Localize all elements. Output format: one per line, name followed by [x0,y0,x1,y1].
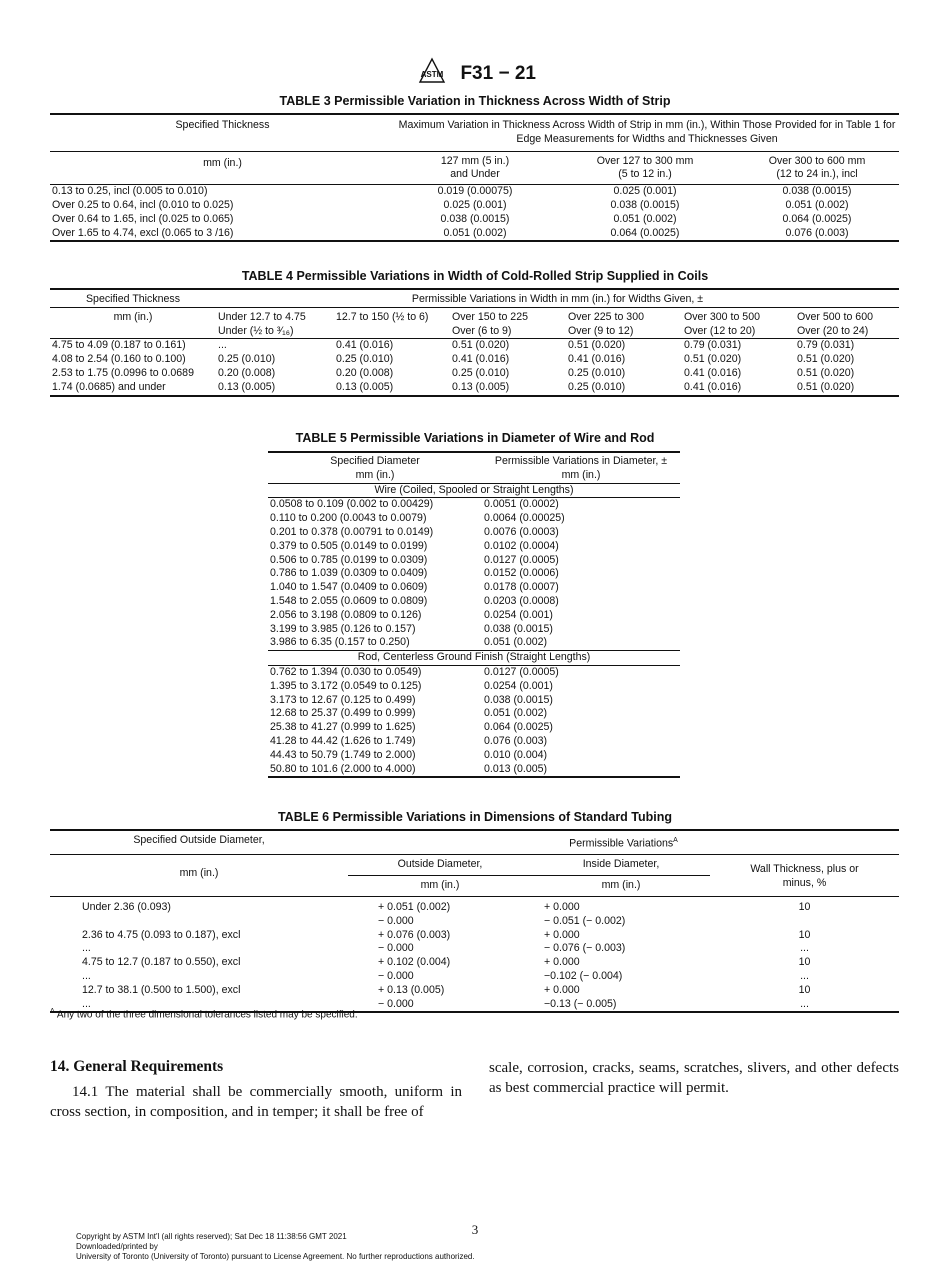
table3-col-header: 127 mm (5 in.) and Under [440,154,510,181]
table3-header-unit: mm (in.) [203,156,242,169]
table6-cell: − 0.076 (− 0.003) [544,942,626,955]
section-heading: 14. General Requirements [50,1058,224,1075]
table5-cell: 0.076 (0.003) [484,734,548,747]
table-row [268,498,680,512]
table5-cell: 0.0254 (0.001) [484,608,553,621]
table4-caption: TABLE 4 Permissible Variations in Width of Cold-Rolled Strip Supplied in Coils [241,269,709,283]
table5-cell: 0.0178 (0.0007) [484,581,559,594]
table5-cell: 25.38 to 41.27 (0.999 to 1.625) [270,721,416,734]
document-code: F31 − 21 [460,62,536,84]
table-row [268,721,680,735]
section-para-right: scale, corrosion, cracks, seams, scratches, slivers, and other defects as best commercial practice will permit. [489,1060,899,1096]
table-row [50,896,899,914]
table3-cell: 0.064 (0.0025) [782,212,852,225]
table6-cell: − 0.051 (− 0.002) [544,914,626,927]
table4-cell: 0.79 (0.031) [684,339,742,352]
table5-cell: 12.68 to 25.37 (0.499 to 0.999) [270,707,416,720]
table4-cell: 0.51 (0.020) [568,339,626,352]
table5-cell: 44.43 to 50.79 (1.749 to 2.000) [270,748,416,761]
table6-cell: + 0.000 [544,983,580,996]
table5-cell: 0.110 to 0.200 (0.0043 to 0.0079) [270,512,427,525]
table5-cell: 3.986 to 6.35 (0.157 to 0.250) [270,636,410,649]
table5-cell: 0.013 (0.005) [484,762,548,775]
table5-cell: 0.010 (0.004) [484,748,548,761]
table4-cell: 0.51 (0.020) [797,353,855,366]
table3-cell: Over 0.25 to 0.64, incl (0.010 to 0.025) [52,198,234,211]
table4-cell: 0.41 (0.016) [336,339,394,352]
table-row [268,763,680,778]
table6-cell: ... [800,942,809,955]
table6-cell: ... [82,969,91,982]
table4-cell: 0.51 (0.020) [797,380,855,393]
table-row [50,353,899,367]
svg-text:ASTM: ASTM [420,70,444,79]
table5-header-variation: Permissible Variations in Diameter, ± mm (in.) [494,455,668,481]
table5-cell: 1.395 to 3.172 (0.0549 to 0.125) [270,679,422,692]
footer-line: University of Toronto (University of Toronto) pursuant to License Agreement. No further reproductions authorized. [76,1252,475,1261]
table6-cell: − 0.000 [378,942,414,955]
table4 [50,288,899,397]
table4-cell: 1.74 (0.0685) and under [52,380,166,393]
table-row [268,554,680,568]
table6-cell: −0.102 (− 0.004) [544,969,623,982]
table4-cell: 4.75 to 4.09 (0.187 to 0.161) [52,339,186,352]
table5-cell: 3.199 to 3.985 (0.126 to 0.157) [270,622,416,635]
table6-cell: −0.13 (− 0.005) [544,997,617,1010]
table4-header-unit: mm (in.) [113,310,153,323]
table5-cell: 3.173 to 12.67 (0.125 to 0.499) [270,693,416,706]
table5-cell: 0.762 to 1.394 (0.030 to 0.0549) [270,665,422,678]
table5-cell: 0.0508 to 0.109 (0.002 to 0.00429) [270,498,434,511]
table6-cell: − 0.000 [378,997,414,1010]
table5-cell: 0.0203 (0.0008) [484,594,559,607]
table5-cell: 0.064 (0.0025) [484,721,553,734]
table4-cell: 0.25 (0.010) [336,353,394,366]
table3-col-header: Over 300 to 600 mm (12 to 24 in.), incl [768,154,866,181]
table6-cell: 4.75 to 12.7 (0.187 to 0.550), excl [82,956,241,969]
table5-cell: 0.0102 (0.0004) [484,539,559,552]
table3-cell: 0.025 (0.001) [613,185,677,198]
table6-cell: Under 2.36 (0.093) [82,900,171,913]
table6-footnote: $^A$ Any two of the three dimensional tolerances listed may be specified. [50,1008,358,1021]
table5-header-diameter: Specified Diameter mm (in.) [330,455,420,481]
table-row [50,956,899,970]
table5-cell: 0.0076 (0.0003) [484,525,559,538]
table-row [50,915,899,929]
table6-cell: ... [800,969,809,982]
table3-caption: TABLE 3 Permissible Variation in Thickness Across Width of Strip [279,94,671,108]
table4-cell: 0.51 (0.020) [684,353,742,366]
table3-header-thickness: Specified Thickness [175,119,270,131]
table-row [268,665,680,679]
table5-cell: 1.040 to 1.547 (0.0409 to 0.0609) [270,581,428,594]
table4-cell: 0.20 (0.008) [336,366,394,379]
table4-header-thickness: Specified Thickness [85,293,181,305]
table6-header-perm: Permissible Variations$^A$ [569,837,678,850]
section-para-left: 14.1 The material shall be commercially smooth, uniform in cross section, in composition, and in temper; it shall be free of [50,1084,462,1120]
table5-cell: 0.051 (0.002) [484,636,548,649]
table5-cell: 0.506 to 0.785 (0.0199 to 0.0309) [270,553,428,566]
table5-wire-label: Wire (Coiled, Spooled or Straight Lengths) [374,483,574,496]
table-row [268,512,680,526]
table6-header-outside: Outside Diameter, [348,855,532,876]
table-row [50,381,899,396]
table3-cell: 0.025 (0.001) [443,198,507,211]
table-row [268,694,680,708]
table4-cell: 0.51 (0.020) [797,366,855,379]
table6-header-od: Specified Outside Diameter, [133,834,265,846]
table4-cell: 0.41 (0.016) [684,380,742,393]
table6-cell: + 0.13 (0.005) [378,983,445,996]
table5-cell: 50.80 to 101.6 (2.000 to 4.000) [270,762,416,775]
table-row [50,929,899,943]
table3-cell: 0.038 (0.0015) [782,185,852,198]
table3-cell: 0.076 (0.003) [785,226,849,239]
table-row [268,707,680,721]
table-row [268,540,680,554]
table4-col-header: 12.7 to 150 (½ to 6) [336,310,429,323]
table4-col-header: Under 12.7 to 4.75 Under (½ to ³⁄₁₆) [218,310,306,337]
table5-cell: 0.0127 (0.0005) [484,665,559,678]
table6-header-inside: Inside Diameter, [532,855,710,876]
table4-header-perm: Permissible Variations in Width in mm (in.) for Widths Given, ± [411,293,704,305]
table6-header-id-unit: mm (in.) [601,879,641,892]
table-row [50,199,899,213]
table-row [268,609,680,623]
table3 [50,113,899,242]
table3-cell: 0.038 (0.0015) [440,212,510,225]
table6-cell [50,915,348,929]
table4-cell: 0.25 (0.010) [218,353,276,366]
table6-cell: + 0.000 [544,956,580,969]
table-row [268,735,680,749]
table6-cell: 2.36 to 4.75 (0.093 to 0.187), excl [82,928,241,941]
table3-cell: 0.13 to 0.25, incl (0.005 to 0.010) [52,185,208,198]
table6-cell: 12.7 to 38.1 (0.500 to 1.500), excl [82,983,241,996]
table6-cell [710,915,899,929]
table4-cell: 0.41 (0.016) [452,353,510,366]
table-row [268,636,680,650]
table5-cell: 0.051 (0.002) [484,707,548,720]
table3-col-header: Over 127 to 300 mm (5 to 12 in.) [596,154,694,181]
table4-cell: 0.51 (0.020) [452,339,510,352]
table4-cell: 0.79 (0.031) [797,339,855,352]
table6-header-od-unit: mm (in.) [420,879,460,892]
table3-cell: 0.051 (0.002) [785,198,849,211]
table6-cell: 10 [798,956,811,969]
table6 [50,829,899,1013]
table-row [268,749,680,763]
table4-cell: 0.25 (0.010) [568,366,626,379]
table4-cell: 0.20 (0.008) [218,366,276,379]
table6-cell: − 0.000 [378,914,414,927]
table5-cell: 0.038 (0.0015) [484,622,553,635]
table4-cell: 2.53 to 1.75 (0.0996 to 0.0689 [52,366,194,379]
table3-cell: 0.038 (0.0015) [610,198,680,211]
table-row [50,213,899,227]
table5-caption: TABLE 5 Permissible Variations in Diameter of Wire and Rod [295,431,655,445]
table6-cell: + 0.000 [544,928,580,941]
table6-caption: TABLE 6 Permissible Variations in Dimensions of Standard Tubing [277,810,673,824]
table6-cell: + 0.051 (0.002) [378,900,451,913]
table3-header-max: Maximum Variation in Thickness Across Width of Strip in mm (in.), Within Those Provided for in Table 1 for Edge Measurements for Widths and Thicknesses Given [398,119,896,145]
table-row [50,984,899,998]
table5-cell: 1.548 to 2.055 (0.0609 to 0.0809) [270,594,428,607]
table-row [50,367,899,381]
table5-cell: 0.786 to 1.039 (0.0309 to 0.0409) [270,567,428,580]
table6-header-unit: mm (in.) [50,855,348,897]
table-row [50,339,899,353]
table5 [268,451,680,778]
table3-cell: 0.051 (0.002) [443,226,507,239]
table5-cell: 0.379 to 0.505 (0.0149 to 0.0199) [270,539,428,552]
table4-cell: 0.13 (0.005) [452,380,510,393]
footer-line: Copyright by ASTM Int'l (all rights reserved); Sat Dec 18 11:38:56 GMT 2021 [76,1232,347,1241]
table-row [268,526,680,540]
table4-cell: 0.41 (0.016) [568,353,626,366]
table5-cell: 0.038 (0.0015) [484,693,553,706]
table6-header-wall: Wall Thickness, plus or minus, % [710,855,899,897]
table5-cell: 0.0127 (0.0005) [484,553,559,566]
table6-cell: + 0.000 [544,900,580,913]
table4-cell: 0.25 (0.010) [452,366,510,379]
table-row [50,227,899,242]
table4-cell: ... [218,339,227,352]
table-row [268,581,680,595]
table5-cell: 0.0254 (0.001) [484,679,553,692]
table-row [50,185,899,199]
table5-cell: 0.201 to 0.378 (0.00791 to 0.0149) [270,525,434,538]
table6-cell: − 0.000 [378,969,414,982]
table5-cell: 41.28 to 44.42 (1.626 to 1.749) [270,734,416,747]
table4-col-header: Over 500 to 600 Over (20 to 24) [797,310,873,337]
table3-cell: Over 1.65 to 4.74, excl (0.065 to 3 /16) [52,226,234,239]
table5-cell: 0.0064 (0.00025) [484,512,565,525]
table3-cell: 0.064 (0.0025) [610,226,680,239]
table4-cell: 4.08 to 2.54 (0.160 to 0.100) [52,353,186,366]
table-row [268,567,680,581]
table-row [268,680,680,694]
table6-cell: 10 [798,928,811,941]
table6-cell: + 0.076 (0.003) [378,928,451,941]
table-row [50,942,899,956]
table3-cell: Over 0.64 to 1.65, incl (0.025 to 0.065) [52,212,234,225]
table6-cell: ... [82,997,91,1010]
table6-cell: + 0.102 (0.004) [378,956,451,969]
table-row [268,623,680,637]
table4-col-header: Over 150 to 225 Over (6 to 9) [452,310,528,337]
table-row [268,595,680,609]
table4-col-header: Over 225 to 300 Over (9 to 12) [568,310,644,337]
table6-cell: 10 [798,983,811,996]
table5-cell: 0.0051 (0.0002) [484,498,559,511]
table4-cell: 0.13 (0.005) [218,380,276,393]
table4-cell: 0.41 (0.016) [684,366,742,379]
table4-col-header: Over 300 to 500 Over (12 to 20) [684,310,760,337]
table5-rod-label: Rod, Centerless Ground Finish (Straight Lengths) [357,651,591,664]
table-row [50,970,899,984]
copyright-footer [76,1232,475,1262]
page-number: 3 [471,1222,479,1237]
table5-cell: 2.056 to 3.198 (0.0809 to 0.126) [270,608,422,621]
table6-cell: 10 [798,900,811,913]
table4-cell: 0.25 (0.010) [568,380,626,393]
table3-cell: 0.051 (0.002) [613,212,677,225]
astm-logo-icon [414,56,450,91]
table6-cell: ... [82,942,91,955]
table4-cell: 0.13 (0.005) [336,380,394,393]
table5-cell: 0.0152 (0.0006) [484,567,559,580]
page-header [0,56,950,91]
table6-cell: ... [800,997,809,1010]
table3-cell: 0.019 (0.00075) [437,185,513,198]
footer-line: Downloaded/printed by [76,1242,158,1251]
